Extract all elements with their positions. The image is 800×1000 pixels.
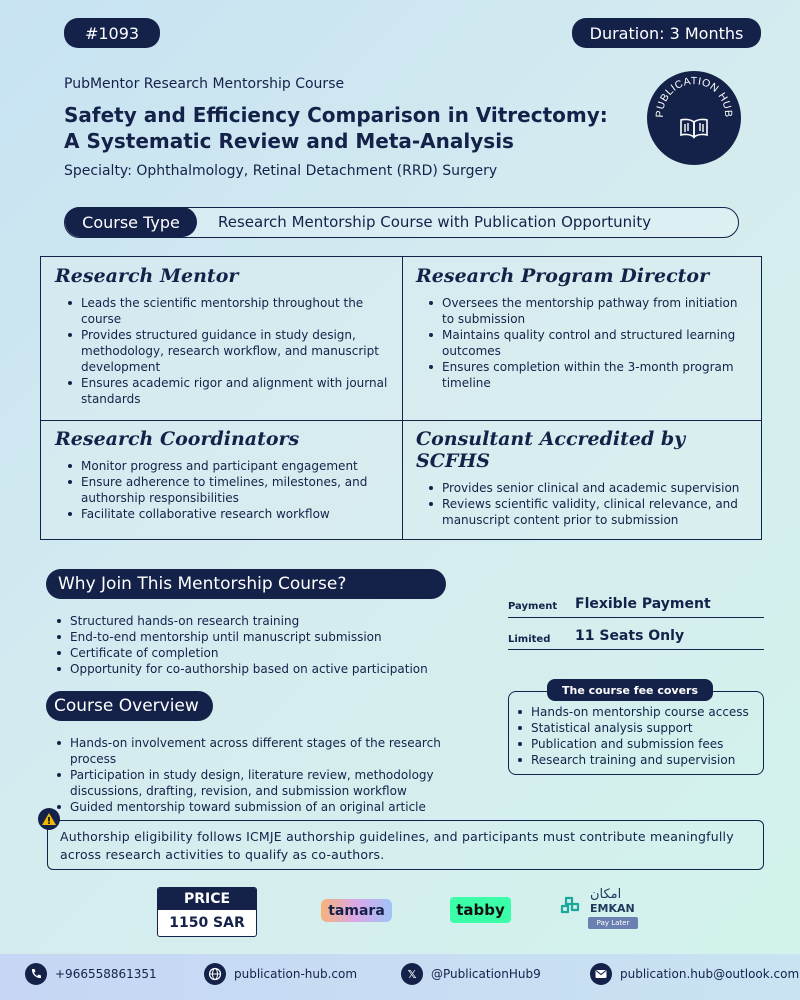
- notice-box: [47, 820, 764, 870]
- tamara-logo: tamara: [321, 899, 392, 922]
- title-line-2: A Systematic Review and Meta-Analysis: [64, 129, 514, 153]
- phone-icon: [25, 963, 47, 985]
- overview-title: Course Overview: [46, 691, 213, 721]
- duration-badge: Duration: 3 Months: [572, 18, 761, 48]
- list-item: Reviews scientific validity, clinical relevance, and manuscript content prior to submission: [422, 496, 749, 528]
- fee-covers-title: The course fee covers: [547, 679, 713, 701]
- fee-covers-box: [508, 691, 764, 775]
- list-item: Research training and supervision: [511, 752, 749, 768]
- title-line-1: Safety and Efficiency Comparison in Vitrectomy:: [64, 103, 608, 127]
- logo-text: PUBLICATION HUB: [653, 75, 735, 118]
- role-title: Research Program Director: [416, 265, 710, 287]
- emkan-mark-icon: [560, 895, 584, 917]
- role-title: Research Mentor: [55, 265, 239, 287]
- list-item: Provides structured guidance in study design, methodology, research workflow, and manuscript development: [61, 327, 388, 375]
- price-value: 1150 SAR: [169, 915, 245, 931]
- list-item: Facilitate collaborative research workflow: [61, 506, 388, 522]
- list-item: Participation in study design, literature review, methodology discussions, drafting, revision, and submission workflow: [50, 767, 490, 799]
- why-join-list: [50, 613, 470, 677]
- why-join-title: Why Join This Mentorship Course?: [46, 569, 446, 599]
- globe-icon: [204, 963, 226, 985]
- list-item: Structured hands-on research training: [50, 613, 470, 629]
- notice-text: Authorship eligibility follows ICMJE authorship guidelines, and participants must contribute meaningfully across research activities to qualify as co-authors.: [60, 829, 734, 862]
- list-item: Statistical analysis support: [511, 720, 749, 736]
- list-item: Guided mentorship toward submission of an original article: [50, 799, 490, 815]
- list-item: End-to-end mentorship until manuscript submission: [50, 629, 470, 645]
- list-item: Hands-on involvement across different stages of the research process: [50, 735, 490, 767]
- email-text: publication.hub@outlook.com: [620, 967, 800, 981]
- page-title: [64, 102, 608, 154]
- twitter-text: @PublicationHub9: [431, 967, 541, 981]
- role-title: Research Coordinators: [55, 428, 300, 450]
- overview-list: [50, 735, 490, 815]
- role-program-director: [402, 257, 763, 399]
- list-item: Ensures academic rigor and alignment with journal standards: [61, 375, 388, 407]
- warning-icon: [38, 808, 60, 830]
- x-twitter-icon: 𝕏: [401, 963, 423, 985]
- price-box: [157, 887, 257, 937]
- course-name: PubMentor Research Mentorship Course: [64, 76, 345, 92]
- roles-grid: [40, 256, 762, 540]
- list-item: Provides senior clinical and academic supervision: [422, 480, 749, 496]
- list-item: Publication and submission fees: [511, 736, 749, 752]
- payment-label: Payment: [508, 601, 558, 612]
- list-item: Oversees the mentorship pathway from initiation to submission: [422, 295, 749, 327]
- tabby-logo: tabby: [450, 897, 511, 923]
- emkan-logo: [560, 889, 640, 931]
- role-consultant: [402, 420, 763, 536]
- svg-text:PUBLICATION HUB: [654, 75, 734, 118]
- book-icon: [679, 117, 709, 139]
- list-item: Monitor progress and participant engagement: [61, 458, 388, 474]
- contact-website[interactable]: [204, 963, 357, 985]
- emkan-sub: Pay Later: [588, 917, 638, 929]
- emkan-name: EMKAN: [590, 902, 635, 915]
- publication-hub-logo: [647, 71, 741, 165]
- price-label: PRICE: [158, 888, 256, 910]
- list-item: Ensures completion within the 3-month program timeline: [422, 359, 749, 391]
- course-type-value: Research Mentorship Course with Publication Opportunity: [218, 213, 652, 231]
- website-text: publication-hub.com: [234, 967, 358, 981]
- emkan-arabic: امكان: [590, 887, 622, 902]
- payment-row: [508, 592, 764, 618]
- list-item: Opportunity for co-authorship based on active participation: [50, 661, 470, 677]
- list-item: Hands-on mentorship course access: [511, 704, 749, 720]
- list-item: Ensure adherence to timelines, milestones, and authorship responsibilities: [61, 474, 388, 506]
- limited-value: 11 Seats Only: [575, 628, 685, 644]
- list-item: Maintains quality control and structured learning outcomes: [422, 327, 749, 359]
- limited-label: Limited: [508, 634, 551, 645]
- payment-value: Flexible Payment: [575, 596, 711, 612]
- role-title: Consultant Accredited by SCFHS: [416, 428, 686, 472]
- course-type-bar: [64, 207, 739, 238]
- contact-twitter[interactable]: [401, 963, 541, 985]
- list-item: Certificate of completion: [50, 645, 470, 661]
- contact-email[interactable]: [590, 963, 799, 985]
- role-research-coordinators: [41, 420, 402, 530]
- role-research-mentor: [41, 257, 402, 415]
- course-type-label: Course Type: [65, 207, 197, 237]
- phone-text: +966558861351: [55, 967, 157, 981]
- list-item: Leads the scientific mentorship throughout the course: [61, 295, 388, 327]
- specialty: Specialty: Ophthalmology, Retinal Detachment (RRD) Surgery: [64, 163, 498, 179]
- mail-icon: [590, 963, 612, 985]
- limited-row: [508, 624, 764, 650]
- id-badge: #1093: [64, 18, 160, 48]
- contact-phone[interactable]: [25, 963, 157, 985]
